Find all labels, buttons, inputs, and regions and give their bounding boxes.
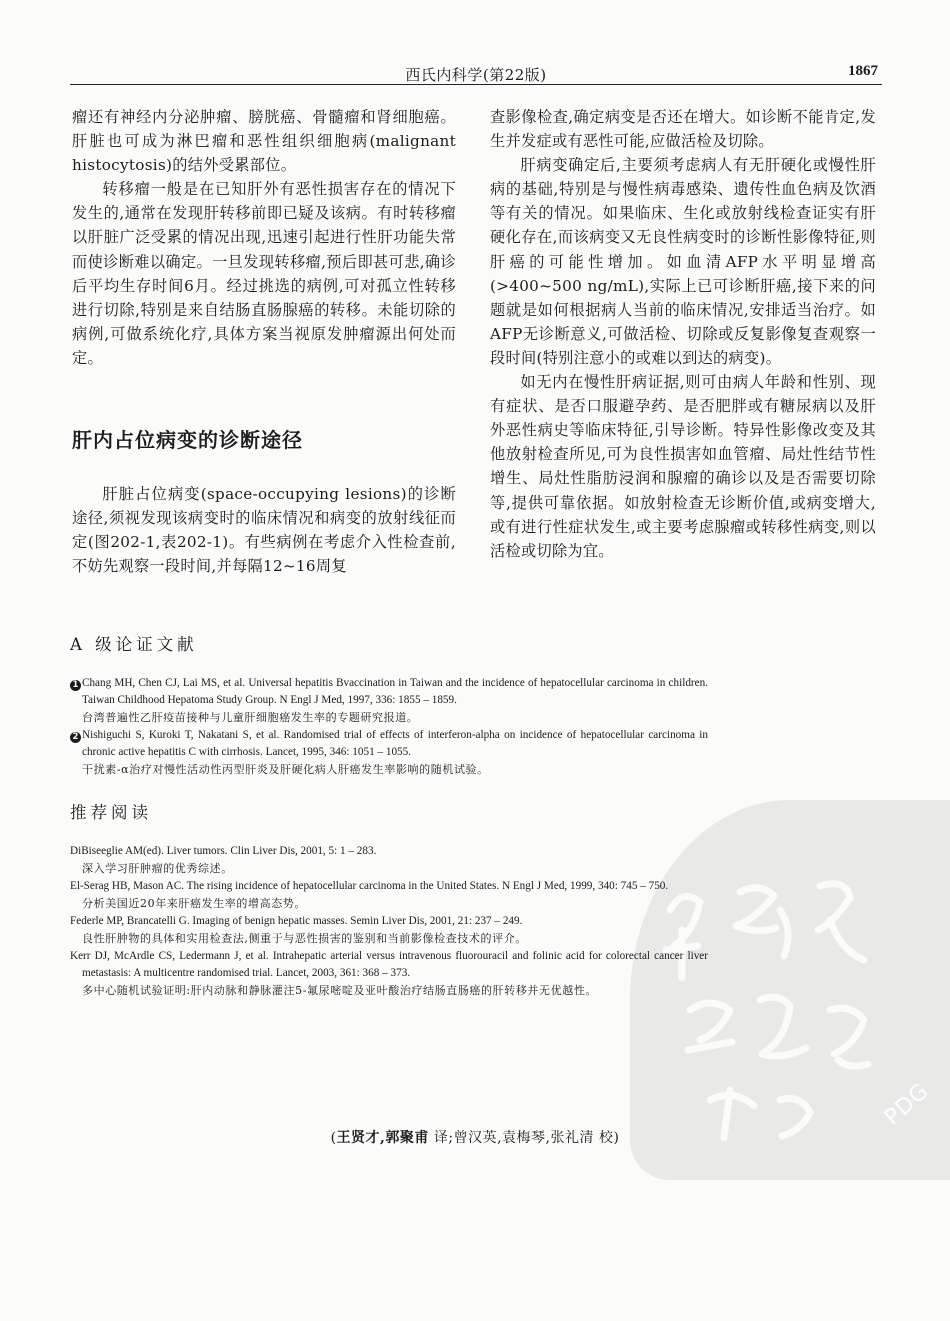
- left-column: [72, 105, 456, 578]
- reading-citation: El-Serag HB, Mason AC. The rising incidence of hepatocellular carcinoma in the United States. N Engl J Med, 1999, 340: 745 – 750.: [70, 880, 669, 892]
- reference-number-badge: 1: [70, 680, 81, 691]
- watermark-text: PDG: [879, 1078, 934, 1131]
- reference-citation: [70, 675, 708, 709]
- running-header: [70, 62, 882, 85]
- paragraph: 瘤还有神经内分泌肿瘤、膀胱癌、骨髓瘤和肾细胞癌。肝脏也可成为淋巴瘤和恶性组织细胞病(malignant histocytosis)的结外受累部位。: [72, 108, 456, 175]
- reading-note: 良性肝肿物的具体和实用检查法,侧重于与恶性损害的鉴别和当前影像检查技术的评介。: [82, 932, 527, 945]
- reading-citation: DiBiseeglie AM(ed). Liver tumors. Clin Liver Dis, 2001, 5: 1 – 283.: [70, 845, 377, 857]
- recommended-reading-heading: 推荐阅读: [70, 803, 152, 822]
- reviewers: 译;曾汉英,袁梅琴,张礼清 校): [428, 1130, 620, 1146]
- reference-number-badge: 2: [70, 732, 81, 743]
- reading-item: [70, 843, 708, 877]
- paragraph: 查影像检查,确定病变是否还在增大。如诊断不能肯定,发生并发症或有恶性可能,应做活检及切除。: [490, 108, 876, 151]
- running-title: 西氏内科学(第22版): [405, 66, 547, 84]
- reference-item: [70, 727, 708, 778]
- credits-open-paren: (: [330, 1130, 337, 1146]
- a-level-references-heading: A 级论证文献: [70, 635, 198, 654]
- reference-note: 台湾普遍性乙肝疫苗接种与儿童肝细胞癌发生率的专题研究报道。: [82, 711, 419, 724]
- reference-note: 干扰素-α治疗对慢性活动性丙型肝炎及肝硬化病人肝癌发生率影响的随机试验。: [82, 763, 489, 776]
- page-number: 1867: [848, 63, 878, 79]
- reading-citation: Federle MP, Brancatelli G. Imaging of benign hepatic masses. Semin Liver Dis, 2001, 21: 237 – 249.: [70, 915, 523, 927]
- paragraph: 肝脏占位病变(space-occupying lesions)的诊断途径,须视发现该病变时的临床情况和病变的放射线征而定(图202-1,表202-1)。有些病例在考虑介入性检查前,不妨先观察一段时间,并每隔12~16周复: [72, 485, 456, 576]
- translators: 王贤才,郭聚甫: [336, 1130, 429, 1146]
- reading-note: 深入学习肝肿瘤的优秀综述。: [82, 862, 233, 875]
- reading-item: [70, 878, 708, 912]
- reading-item: [70, 913, 708, 947]
- paragraph: 如无内在慢性肝病证据,则可由病人年龄和性别、现有症状、是否口服避孕药、是否肥胖或有糖尿病以及肝外恶性病史等临床特征,引导诊断。特异性影像改变及其他放射检查所见,可为良性损害如血管瘤、局灶性结节性增生、局灶性脂肪浸润和腺瘤的确诊以及是否需要切除等,提供可靠依据。如放射检查无诊断价值,或病变增大,或有进行性症状发生,或主要考虑腺瘤或转移性病变,则以活检或切除为宜。: [490, 373, 876, 560]
- reading-item: [70, 948, 708, 999]
- reference-citation: [70, 727, 708, 761]
- right-column: [490, 105, 876, 563]
- paragraph: 肝病变确定后,主要须考虑病人有无肝硬化或慢性肝病的基础,特别是与慢性病毒感染、遗传性血色病及饮酒等有关的情况。如果临床、生化或放射线检查证实有肝硬化存在,而该病变又无良性病变时的诊断性影像特征,则肝癌的可能性增加。如血清AFP水平明显增高(>400~500 ng/mL),实际上已可诊断肝癌,接下来的问题就是如何根据病人当前的临床情况,安排适当治疗。如AFP无诊断意义,可做活检、切除或反复影像复查观察一段时间(特别注意小的或难以到达的病变)。: [490, 156, 876, 367]
- reading-note: 多中心随机试验证明:肝内动脉和静脉灌注5-氟尿嘧啶及亚叶酸治疗结肠直肠癌的肝转移并无优越性。: [82, 984, 598, 997]
- references-section: [70, 636, 708, 1000]
- reading-note: 分析美国近20年来肝癌发生率的增高态势。: [82, 897, 306, 910]
- citation-text: Nishiguchi S, Kuroki T, Nakatani S, et al. Randomised trial of effects of interferon-alpha on incidence of hepatocellular carcinoma in chronic active hepatitis C with cirrhosis. Lancet, 1995, 346: 1051 – 1055.: [82, 729, 708, 758]
- section-heading: 肝内占位病变的诊断途径: [72, 428, 303, 453]
- translator-credits: [0, 1127, 950, 1147]
- reading-citation: Kerr DJ, McArdle CS, Ledermann J, et al. Intrahepatic arterial versus intravenous fluorouracil and folinic acid for colorectal cancer liver metastasis: A multicentre randomised trial. Lancet, 2003, 361: 368 – 373.: [70, 950, 708, 979]
- citation-text: Chang MH, Chen CJ, Lai MS, et al. Universal hepatitis Bvaccination in Taiwan and the incidence of hepatocellular carcinoma in children. Taiwan Childhood Hepatoma Study Group. N Engl J Med, 1997, 336: 1855 – 1859.: [82, 677, 708, 706]
- reference-item: [70, 675, 708, 726]
- paragraph: 转移瘤一般是在已知肝外有恶性损害存在的情况下发生的,通常在发现肝转移前即已疑及该病。有时转移瘤以肝脏广泛受累的情况出现,迅速引起进行性肝功能失常而使诊断难以确定。一旦发现转移瘤,预后即甚可悲,确诊后平均生存时间6月。经过挑选的病例,可对孤立性转移进行切除,特别是来自结肠直肠腺癌的转移。未能切除的病例,可做系统化疗,具体方案当视原发肿瘤源出何处而定。: [72, 180, 456, 367]
